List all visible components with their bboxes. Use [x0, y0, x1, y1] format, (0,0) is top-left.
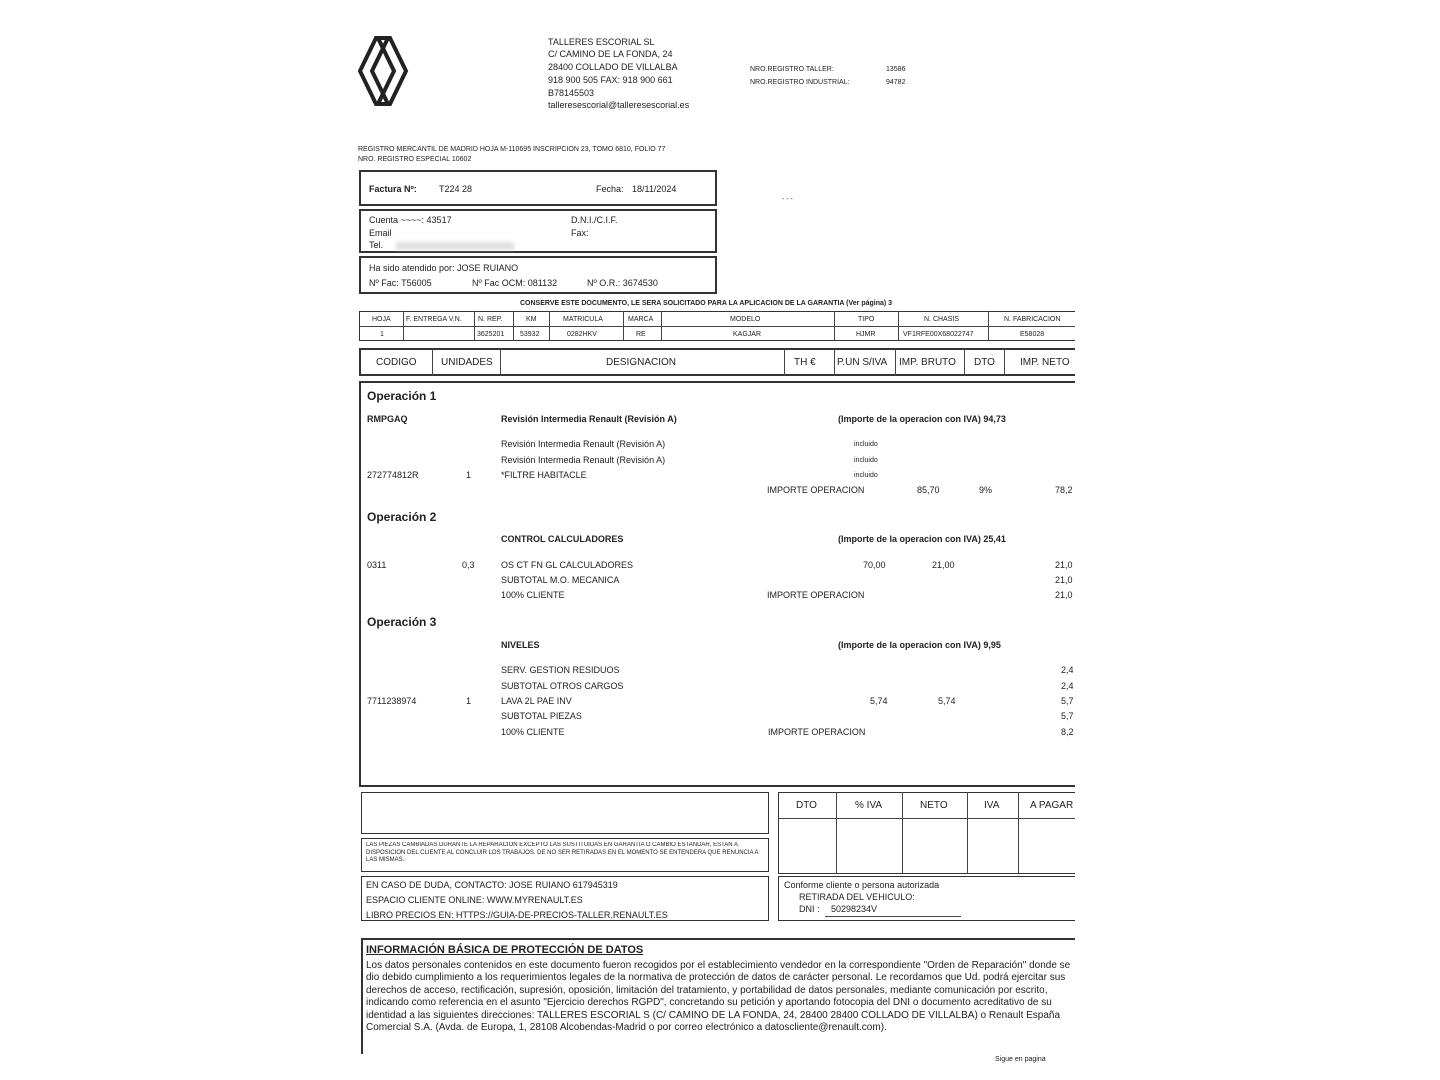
- privacy-footer: Sigue en pagina: [995, 1056, 1046, 1063]
- parts-notice: LAS PIEZAS CAMBIADAS DURANTE LA REPARACION EXCEPTO LAS SUSTITUIDAS EN GARANTIA O CAMBIO ESTANDAR, ESTAN A DISPOSICION DEL CLIENTE AL CONCLUIR LOS TRABAJOS. DE NO SER RETIRADAS EN EL MOMENTO SE ENTENDERA QUE RENUNCIA A LAS MISMAS.: [366, 842, 759, 864]
- vehicle-value: 3625201: [477, 331, 505, 338]
- op3-importe-label: IMPORTE OPERACION: [768, 727, 866, 737]
- privacy-text: Los datos personales contenidos en este documento fueron recogidos por el establecimiento vendedor en la correspondiente "Orden de Reparación" donde se dio debido cumplimiento a los requerimientos legales de la normativa de protección de datos de carácter personal. Le recordamos que Ud. podrá ejercitar sus derechos de acceso, rectificación, supresión, oposición, limitación del tratamiento, y portabilidad de datos personales, mediante comunicación por escrito, indicando como referencia en el asunto "Ejercicio derechos RGPD", concretando su petición y aportando fotocopia del DNI o documento acreditativo de su identidad a las siguientes direcciones: TALLERES ESCORIAL S (C/ CAMINO DE LA FONDA, 24, 28400 28400 COLLADO DE VILLALBA) o Renault España Comercial S.A. (Avda. de Europa, 1, 28108 Alcobendas-Madrid o por correo electrónico a datoscliente@renault.com).: [366, 960, 1071, 1034]
- op1-line: Revisión Intermedia Renault (Revisión A): [501, 439, 666, 449]
- op1-importe-bruto: 85,70: [917, 485, 940, 495]
- factura-value: T224 28: [439, 184, 473, 194]
- op2-units: 0,3: [462, 560, 475, 570]
- op1-incl: incluido: [854, 472, 878, 479]
- vehicle-header: N. REP.: [478, 316, 503, 323]
- op2-line: SUBTOTAL M.O. MECANICA: [501, 575, 620, 585]
- company-email: talleresescorial@talleresescorial.es: [548, 100, 690, 110]
- vehicle-header: N. FABRICACION: [1004, 316, 1061, 323]
- guarantee-note: CONSERVE ESTE DOCUMENTO, LE SERA SOLICITADO PARA LA APLICACION DE LA GARANTIA (Ver página) 3: [520, 300, 893, 307]
- fecha-value: 18/11/2024: [632, 184, 677, 194]
- client-cuenta: Cuenta ~~~~: 43517: [369, 215, 452, 225]
- vehicle-value: RE: [636, 331, 646, 338]
- op3-pun: 5,74: [870, 696, 888, 706]
- reg-industrial-value: 94782: [886, 79, 906, 86]
- fecha-label: Fecha:: [596, 184, 624, 194]
- op3-neto: 5,7: [1061, 696, 1074, 706]
- op2-bruto: 21,00: [932, 560, 955, 570]
- reg-taller-value: 13586: [886, 66, 906, 73]
- op3-code: 7711238974: [367, 696, 417, 706]
- col-th: TH €: [794, 357, 816, 368]
- nfac-ocm: Nº Fac OCM: 081132: [472, 278, 558, 288]
- vehicle-header: HOJA: [372, 316, 391, 323]
- company-line: B78145503: [548, 88, 595, 98]
- op3-line: SUBTOTAL PIEZAS: [501, 711, 582, 721]
- op3-neto: 2,4: [1061, 665, 1074, 675]
- vehicle-header: N. CHASIS: [924, 316, 960, 323]
- company-line: 28400 COLLADO DE VILLALBA: [548, 62, 678, 72]
- vehicle-value: KAGJAR: [733, 331, 762, 338]
- vehicle-header: MODELO: [730, 316, 761, 323]
- op2-total: (Importe de la operacion con IVA) 25,41: [838, 534, 1006, 544]
- redacted-area: [396, 242, 514, 250]
- contact-line: ESPACIO CLIENTE ONLINE: WWW.MYRENAULT.ES: [366, 895, 583, 905]
- vehicle-value: 0282HKV: [567, 331, 597, 338]
- col-dto: DTO: [974, 357, 995, 368]
- op3-line: SERV. GESTION RESIDUOS: [501, 665, 620, 675]
- op3-neto: 8,2: [1061, 727, 1074, 737]
- nor: Nº O.R.: 3674530: [587, 278, 658, 288]
- op3-desc: NIVELES: [501, 640, 540, 650]
- col-imp-bruto: IMP. BRUTO: [899, 357, 956, 368]
- reg-taller-label: NRO.REGISTRO TALLER:: [750, 66, 834, 73]
- op2-neto: 21,0: [1055, 590, 1073, 600]
- op1-total: (Importe de la operacion con IVA) 94,73: [838, 414, 1006, 424]
- vehicle-header: TIPO: [858, 316, 875, 323]
- op2-th: 70,00: [863, 560, 886, 570]
- op1-importe-neto: 78,2: [1055, 485, 1073, 495]
- op3-neto: 2,4: [1061, 681, 1074, 691]
- vehicle-header: KM: [526, 316, 537, 323]
- col-pun: P.UN S/IVA: [837, 357, 888, 368]
- nfac: Nº Fac: T56005: [369, 278, 432, 288]
- vehicle-header: F. ENTREGA V.N.: [406, 316, 462, 323]
- op1-importe-dto: 9%: [979, 485, 993, 495]
- col-imp-neto: IMP. NETO: [1020, 357, 1070, 368]
- op3-units: 1: [466, 696, 472, 706]
- conformity-dni-label: DNI :: [799, 904, 820, 914]
- vehicle-value: 53932: [520, 331, 540, 338]
- op1-code: RMPGAQ: [367, 414, 408, 424]
- op3-neto: 5,7: [1061, 711, 1074, 721]
- col-unidades: UNIDADES: [441, 357, 493, 368]
- op1-line: Revisión Intermedia Renault (Revisión A): [501, 455, 666, 465]
- registro-mercantil: REGISTRO MERCANTIL DE MADRID HOJA M-110695 INSCRIPCION 23, TOMO 6810, FOLIO 77: [358, 146, 666, 153]
- company-line: 918 900 505 FAX: 918 900 661: [548, 75, 673, 85]
- op1-importe-label: IMPORTE OPERACION: [767, 485, 865, 495]
- op3-total: (Importe de la operacion con IVA) 9,95: [838, 640, 1001, 650]
- vehicle-header: MATRICULA: [563, 316, 603, 323]
- totals-header-a-pagar: A PAGAR: [1030, 800, 1074, 811]
- blank-box: [361, 792, 769, 834]
- totals-header-dto: DTO: [796, 800, 817, 811]
- conformity-dni-value: 50298234V: [831, 904, 878, 914]
- factura-label: Factura Nº:: [369, 184, 417, 194]
- op2-neto: 21,0: [1055, 560, 1073, 570]
- attended-by: Ha sido atendido por: JOSE RUIANO: [369, 263, 519, 273]
- vehicle-value: HJMR: [856, 331, 876, 338]
- operations-body: [359, 381, 1075, 787]
- op2-line: 100% CLIENTE: [501, 590, 565, 600]
- attended-box: [359, 256, 717, 294]
- vehicle-value: VF1RFE00X68022747: [903, 331, 974, 338]
- op1-desc: Revisión Intermedia Renault (Revisión A): [501, 414, 677, 424]
- totals-header-neto: NETO: [920, 800, 948, 811]
- totals-header-iva: IVA: [984, 800, 1000, 811]
- op1-part-code: 272774812R: [367, 470, 419, 480]
- reg-industrial-label: NRO.REGISTRO INDUSTRIAL:: [750, 79, 850, 86]
- op3-title: Operación 3: [367, 615, 437, 629]
- conformity-retirada: RETIRADA DEL VEHICULO:: [799, 892, 915, 902]
- op3-line: SUBTOTAL OTROS CARGOS: [501, 681, 624, 691]
- op3-line: LAVA 2L PAE INV: [501, 696, 572, 706]
- company-line: TALLERES ESCORIAL SL: [548, 37, 655, 47]
- scan-mark: - - -: [782, 196, 793, 203]
- totals-header-iva-pct: % IVA: [855, 800, 883, 811]
- col-designacion: DESIGNACION: [606, 357, 677, 368]
- conformity-line: Conforme cliente o persona autorizada: [784, 880, 940, 890]
- op2-neto: 21,0: [1055, 575, 1073, 585]
- op2-desc: CONTROL CALCULADORES: [501, 534, 624, 544]
- op1-line: *FILTRE HABITACLE: [501, 470, 587, 480]
- privacy-title: INFORMACIÓN BÁSICA DE PROTECCIÓN DE DATOS: [366, 944, 644, 956]
- op2-line: OS CT FN GL CALCULADORES: [501, 560, 634, 570]
- op1-incl: incluido: [854, 441, 878, 448]
- contact-line: EN CASO DE DUDA, CONTACTO: JOSE RUIANO 617945319: [366, 880, 618, 890]
- renault-logo: [356, 36, 410, 106]
- vehicle-value: 1: [380, 331, 384, 338]
- op1-incl: incluido: [854, 457, 878, 464]
- op2-code: 0311: [367, 560, 387, 570]
- company-line: C/ CAMINO DE LA FONDA, 24: [548, 49, 673, 59]
- op1-title: Operación 1: [367, 389, 437, 403]
- op2-importe-label: IMPORTE OPERACION: [767, 590, 865, 600]
- vehicle-header: MARCA: [628, 316, 654, 323]
- col-codigo: CODIGO: [376, 357, 417, 368]
- vehicle-value: E58028: [1020, 331, 1045, 338]
- client-email: Email: [369, 228, 392, 238]
- op1-part-units: 1: [466, 470, 472, 480]
- dni-cif-label: D.N.I./C.I.F.: [571, 215, 618, 225]
- client-tel: Tel.: [369, 240, 384, 250]
- op2-title: Operación 2: [367, 510, 437, 524]
- op3-line: 100% CLIENTE: [501, 727, 565, 737]
- op3-bruto: 5,74: [938, 696, 956, 706]
- contact-line: LIBRO PRECIOS EN: HTTPS://GUIA-DE-PRECIOS-TALLER.RENAULT.ES: [366, 910, 668, 920]
- registro-especial: NRO. REGISTRO ESPECIAL 10602: [358, 156, 472, 163]
- fax-label: Fax:: [571, 228, 589, 238]
